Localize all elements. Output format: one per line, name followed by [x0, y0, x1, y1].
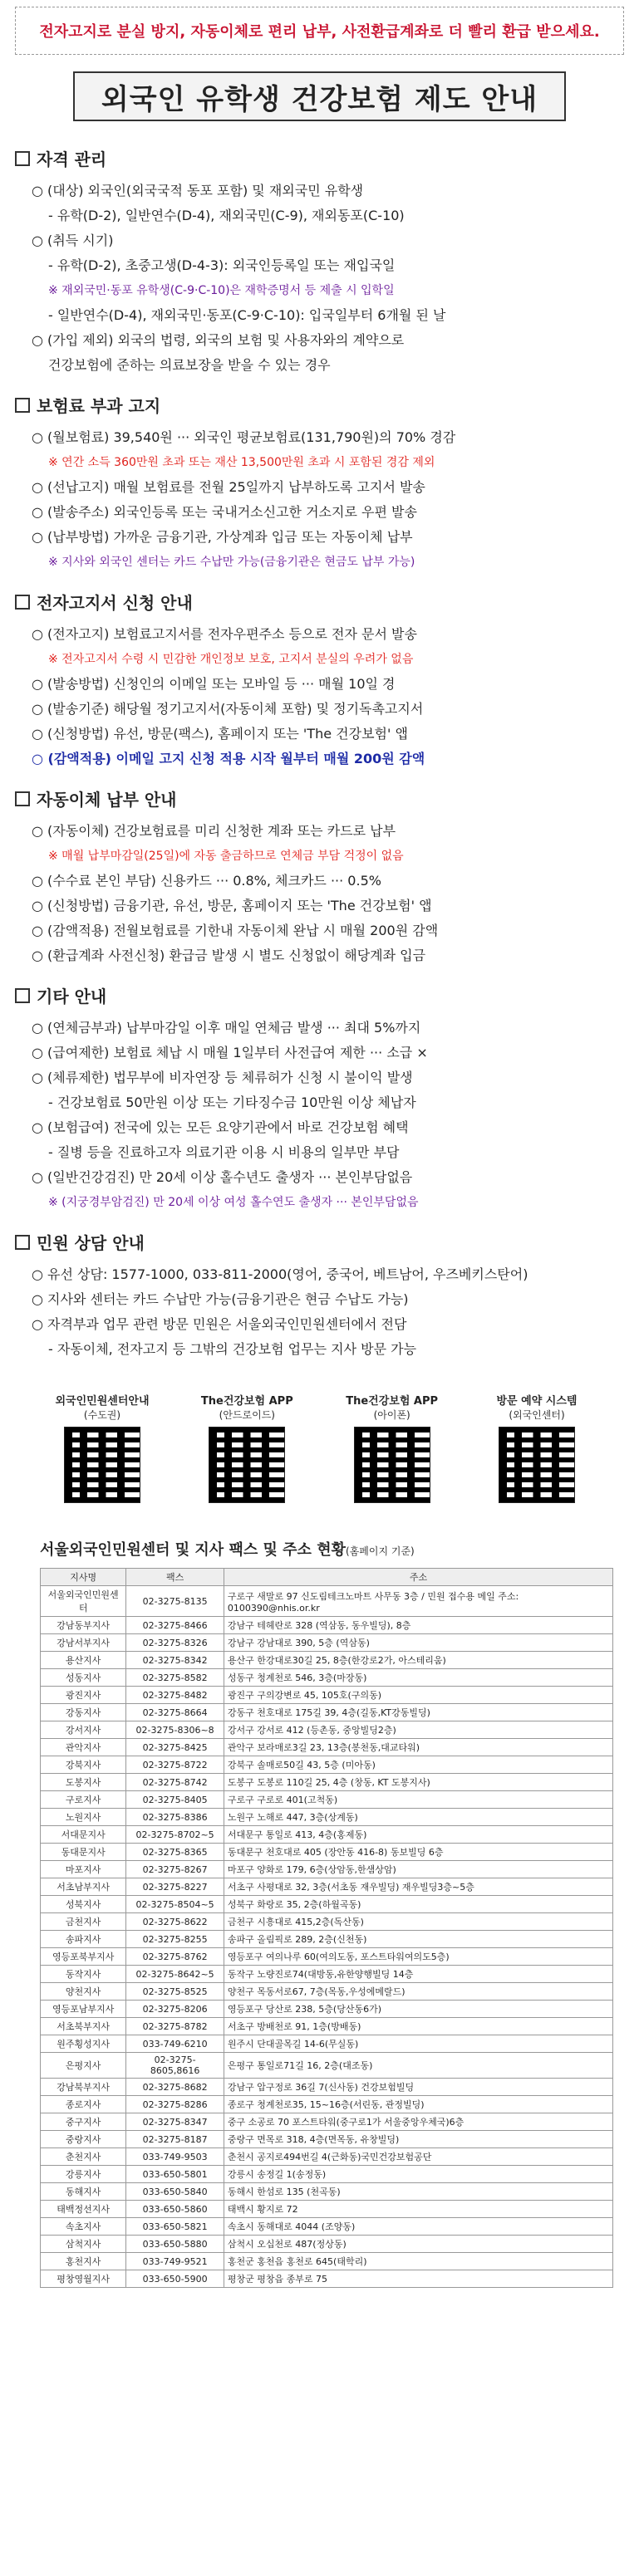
table-cell: 종로지사	[41, 2096, 126, 2113]
qr-code-icon	[64, 1427, 140, 1503]
table-row	[41, 2218, 613, 2236]
table-cell: 태백시 황지로 72	[224, 2201, 612, 2218]
table-row	[41, 1721, 613, 1739]
table-cell: 033-749-9503	[126, 2148, 224, 2166]
table-cell: 02-3275-8682	[126, 2079, 224, 2096]
table-cell: 033-650-5801	[126, 2166, 224, 2183]
table-cell: 성동구 청계천로 546, 3층(마장동)	[224, 1669, 612, 1687]
table-cell: 02-3275-8342	[126, 1652, 224, 1669]
table-cell: 평창영월지사	[41, 2270, 126, 2288]
list-item: 건강보험에 준하는 의료보장을 받을 수 있는 경우	[48, 357, 331, 373]
list-item: ○ (납부방법) 가까운 금융기관, 가상계좌 입금 또는 자동이체 납부	[32, 529, 413, 545]
table-cell: 02-3275-8722	[126, 1756, 224, 1774]
table-cell: 강남서부지사	[41, 1634, 126, 1652]
table-cell: 원주시 단대골목길 14-6(무실동)	[224, 2035, 612, 2053]
table-cell: 02-3275-8664	[126, 1704, 224, 1721]
table-cell: 033-749-6210	[126, 2035, 224, 2053]
table-row	[41, 1896, 613, 1913]
section-autopay	[15, 786, 624, 968]
section-premium	[15, 393, 624, 575]
table-cell: 02-3275-8605,8616	[126, 2053, 224, 2079]
table-row	[41, 1634, 613, 1652]
table-cell: 02-3275-8622	[126, 1913, 224, 1931]
table-row	[41, 2253, 613, 2270]
list-item: ○ 유선 상담: 1577-1000, 033-811-2000(영어, 중국어, 베트남어, 우즈베키스탄어)	[32, 1266, 528, 1282]
table-row	[41, 1844, 613, 1861]
list-item: ○ (일반건강검진) 만 20세 이상 홀수년도 출생자 ··· 본인부담없음	[32, 1169, 413, 1185]
table-cell: 강북구 솔매로50길 43, 5층 (미아동)	[224, 1756, 612, 1774]
table-cell: 강동구 천호대로 175길 39, 4층(길동,KT강동빌딩)	[224, 1704, 612, 1721]
table-cell: 02-3275-8386	[126, 1809, 224, 1826]
table-row	[41, 1756, 613, 1774]
table-row	[41, 1931, 613, 1948]
table-cell: 중구 소공로 70 포스트타워(중구로1가 서울중앙우체국)6층	[224, 2113, 612, 2131]
table-cell: 동해지사	[41, 2183, 126, 2201]
table-cell: 서대문구 통일로 413, 4층(홍제동)	[224, 1826, 612, 1844]
table-cell: 서초북부지사	[41, 2018, 126, 2035]
section-e-notice	[15, 590, 624, 771]
table-cell: 노원지사	[41, 1809, 126, 1826]
table-cell: 강릉시 송정길 1(송정동)	[224, 2166, 612, 2183]
table-cell: 은평지사	[41, 2053, 126, 2079]
table-cell: 태백정선지사	[41, 2201, 126, 2218]
table-cell: 02-3275-8425	[126, 1739, 224, 1756]
table-cell: 서초남부지사	[41, 1878, 126, 1896]
table-cell: 02-3275-8742	[126, 1774, 224, 1791]
table-cell: 관악지사	[41, 1739, 126, 1756]
table-cell: 구로구 구로로 401(고척동)	[224, 1791, 612, 1809]
column-header: 팩스	[126, 1569, 224, 1586]
table-cell: 양천구 목동서로67, 7층(목동,우성에메랄드)	[224, 1983, 612, 2001]
table-cell: 동대문구 천호대로 405 (장안동 416-8) 동보빌딩 6층	[224, 1844, 612, 1861]
table-cell: 033-749-9521	[126, 2253, 224, 2270]
list-item: ○ (선납고지) 매월 보험료를 전월 25일까지 납부하도록 고지서 발송	[32, 479, 425, 495]
table-cell: 02-3275-8347	[126, 2113, 224, 2131]
table-cell: 02-3275-8504~5	[126, 1896, 224, 1913]
table-cell: 성북구 화랑로 35, 2층(하월곡동)	[224, 1896, 612, 1913]
table-row	[41, 2018, 613, 2035]
table-row	[41, 1983, 613, 2001]
table-row	[41, 2001, 613, 2018]
table-cell: 033-650-5821	[126, 2218, 224, 2236]
table-cell: 금천지사	[41, 1913, 126, 1931]
checkbox-square-icon	[15, 595, 30, 610]
note: ※ 연간 소득 360만원 초과 또는 재산 13,500만원 초과 시 포함된 경감 제외	[48, 456, 435, 469]
list-item: - 유학(D-2), 일반연수(D-4), 재외국민(C-9), 재외동포(C-10)	[48, 208, 405, 223]
list-item: ○ (환급계좌 사전신청) 환급금 발생 시 별도 신청없이 해당계좌 입금	[32, 948, 426, 963]
table-cell: 중구지사	[41, 2113, 126, 2131]
table-cell: 강북지사	[41, 1756, 126, 1774]
table-cell: 중랑구 면목로 318, 4층(면목동, 유창빌딩)	[224, 2131, 612, 2148]
table-cell: 02-3275-8782	[126, 2018, 224, 2035]
table-cell: 02-3275-8525	[126, 1983, 224, 2001]
table-cell: 02-3275-8206	[126, 2001, 224, 2018]
table-cell: 강서지사	[41, 1721, 126, 1739]
table-cell: 삼척지사	[41, 2236, 126, 2253]
table-cell: 02-3275-8326	[126, 1634, 224, 1652]
section-other	[15, 983, 624, 1215]
qr-foreigner-center[interactable]: 외국인민원센터안내 (수도권)	[48, 1392, 156, 1503]
table-row	[41, 1791, 613, 1809]
list-item: ○ (취득 시기)	[32, 233, 114, 248]
list-item: ○ (체류제한) 법무부에 비자연장 등 체류허가 신청 시 불이익 발생	[32, 1070, 413, 1085]
table-cell: 은평구 통일로71길 16, 2층(대조동)	[224, 2053, 612, 2079]
table-cell: 홍천군 홍천읍 홍천로 645(태학리)	[224, 2253, 612, 2270]
table-cell: 동대문지사	[41, 1844, 126, 1861]
table-row	[41, 1861, 613, 1878]
list-item: ○ (자동이체) 건강보험료를 미리 신청한 계좌 또는 카드로 납부	[32, 823, 396, 839]
table-row	[41, 1617, 613, 1634]
list-item: ○ 지사와 센터는 카드 수납만 가능(금융기관은 현금 수납도 가능)	[32, 1291, 409, 1307]
list-item: - 유학(D-2), 초중고생(D-4-3): 외국인등록일 또는 재입국일	[48, 257, 396, 273]
table-cell: 용산구 한강대로30길 25, 8층(한강로2가, 아스테리움)	[224, 1652, 612, 1669]
table-row	[41, 1739, 613, 1756]
list-item: ○ (감액적용) 전월보험료를 기한내 자동이체 완납 시 매월 200원 감액	[32, 923, 439, 938]
table-cell: 금천구 시흥대로 415,2층(독산동)	[224, 1913, 612, 1931]
list-item: ○ 자격부과 업무 관련 방문 민원은 서울외국인민원센터에서 전담	[32, 1316, 407, 1332]
table-cell: 강남구 테헤란로 328 (역삼동, 동우빌딩), 8층	[224, 1617, 612, 1634]
table-row	[41, 1948, 613, 1966]
checkbox-square-icon	[15, 1235, 30, 1250]
table-row	[41, 2113, 613, 2131]
table-row	[41, 1687, 613, 1704]
table-cell: 종로구 청계천로35, 15~16층(서린동, 관정빌딩)	[224, 2096, 612, 2113]
table-cell: 춘천지사	[41, 2148, 126, 2166]
list-item: ○ (가입 제외) 외국의 법령, 외국의 보험 및 사용자와의 계약으로	[32, 332, 405, 348]
qr-code-icon	[209, 1427, 285, 1503]
table-cell: 02-3275-8267	[126, 1861, 224, 1878]
section-title: 민원 상담 안내	[37, 1233, 145, 1253]
table-cell: 강남구 압구정로 36길 7(신사동) 건강보험빌딩	[224, 2079, 612, 2096]
branch-table	[40, 1568, 613, 2288]
table-cell: 용산지사	[41, 1652, 126, 1669]
note: ※ 매월 납부마감일(25일)에 자동 출금하므로 연체금 부담 걱정이 없음	[48, 850, 404, 863]
table-row	[41, 1913, 613, 1931]
table-cell: 속초지사	[41, 2218, 126, 2236]
table-cell: 성동지사	[41, 1669, 126, 1687]
checkbox-square-icon	[15, 791, 30, 806]
checkbox-square-icon	[15, 151, 30, 166]
table-title: 서울외국인민원센터 및 지사 팩스 및 주소 현황(홈페이지 기준)	[40, 1541, 415, 1559]
list-item: ○ (월보험료) 39,540원 ··· 외국인 평균보험료(131,790원)의 70% 경감	[32, 429, 456, 445]
note: ※ (지궁경부암검진) 만 20세 이상 여성 홀수연도 출생자 ··· 본인부담없음	[48, 1196, 419, 1209]
table-cell: 02-3275-8642~5	[126, 1966, 224, 1983]
table-row	[41, 1809, 613, 1826]
table-cell: 02-3275-8466	[126, 1617, 224, 1634]
table-cell: 02-3275-8582	[126, 1669, 224, 1687]
table-cell: 강남동부지사	[41, 1617, 126, 1634]
table-cell: 송파지사	[41, 1931, 126, 1948]
list-item: ○ (발송주소) 외국인등록 또는 국내거소신고한 거소지로 우편 발송	[32, 504, 417, 520]
column-header: 주소	[224, 1569, 612, 1586]
qr-app-android[interactable]: The건강보험 APP (안드로이드)	[193, 1392, 301, 1503]
table-cell: 02-3275-8482	[126, 1687, 224, 1704]
table-cell: 강동지사	[41, 1704, 126, 1721]
section-title: 자격 관리	[37, 149, 107, 169]
table-cell: 강릉지사	[41, 2166, 126, 2183]
list-item: ○ (대상) 외국인(외국국적 동포 포함) 및 재외국민 유학생	[32, 183, 364, 198]
list-item: ○ (발송방법) 신청인의 이메일 또는 모바일 등 ··· 매월 10일 경	[32, 676, 396, 692]
list-item: - 자동이체, 전자고지 등 그밖의 건강보험 업무는 지사 방문 가능	[48, 1341, 417, 1357]
table-cell: 구로구 새말로 97 신도림테크노마트 사무동 3층 / 민원 접수용 메일 주소: 0100390@nhis.or.kr	[224, 1586, 612, 1617]
column-header: 지사명	[41, 1569, 126, 1586]
table-cell: 성북지사	[41, 1896, 126, 1913]
table-cell: 02-3275-8135	[126, 1586, 224, 1617]
checkbox-square-icon	[15, 988, 30, 1003]
note: ※ 재외국민·동포 유학생(C-9·C-10)은 재학증명서 등 제출 시 입학일	[48, 284, 395, 297]
qr-visit-reservation[interactable]: 방문 예약 시스템 (외국인센터)	[483, 1392, 591, 1503]
table-row	[41, 2053, 613, 2079]
list-item: ○ (신청방법) 유선, 방문(팩스), 홈페이지 또는 'The 건강보험' 앱	[32, 726, 408, 742]
qr-code-icon	[499, 1427, 575, 1503]
table-cell: 02-3275-8405	[126, 1791, 224, 1809]
qr-code-row	[48, 1392, 591, 1503]
page-title: 외국인 유학생 건강보험 제도 안내	[73, 71, 566, 121]
section-title: 자동이체 납부 안내	[37, 790, 177, 810]
table-cell: 02-3275-8286	[126, 2096, 224, 2113]
table-cell: 강서구 강서로 412 (등촌동, 중앙빌딩2층)	[224, 1721, 612, 1739]
table-cell: 속초시 동해대로 4044 (조양동)	[224, 2218, 612, 2236]
table-row	[41, 2035, 613, 2053]
table-cell: 중랑지사	[41, 2131, 126, 2148]
table-cell: 영등포구 당산로 238, 5층(당산동6가)	[224, 2001, 612, 2018]
table-row	[41, 1774, 613, 1791]
top-banner	[15, 7, 624, 55]
section-title: 보험료 부과 고지	[37, 396, 161, 416]
note: ※ 지사와 외국인 센터는 카드 수납만 가능(금융기관은 현금도 납부 가능)	[48, 556, 415, 569]
table-row	[41, 2148, 613, 2166]
table-row	[41, 2183, 613, 2201]
table-cell: 평창군 평창읍 종부로 75	[224, 2270, 612, 2288]
list-item: ○ (발송기준) 해당월 정기고지서(자동이체 포함) 및 정기독촉고지서	[32, 701, 424, 717]
table-cell: 02-3275-8306~8	[126, 1721, 224, 1739]
table-row	[41, 2166, 613, 2183]
table-cell: 02-3275-8187	[126, 2131, 224, 2148]
table-row	[41, 2096, 613, 2113]
table-cell: 02-3275-8227	[126, 1878, 224, 1896]
table-cell: 원주횡성지사	[41, 2035, 126, 2053]
table-cell: 관악구 보라매로3길 23, 13층(봉천동,대교타워)	[224, 1739, 612, 1756]
table-cell: 02-3275-8762	[126, 1948, 224, 1966]
table-cell: 영등포남부지사	[41, 2001, 126, 2018]
table-cell: 광진지사	[41, 1687, 126, 1704]
section-title: 전자고지서 신청 안내	[37, 593, 193, 613]
table-cell: 서초구 방배천로 91, 1층(방배동)	[224, 2018, 612, 2035]
list-item: - 질병 등을 진료하고자 의료기관 이용 시 비용의 일부만 부담	[48, 1144, 400, 1160]
note: ※ 전자고지서 수령 시 민감한 개인정보 보호, 고지서 분실의 우려가 없음	[48, 653, 414, 666]
table-cell: 노원구 노해로 447, 3층(상계동)	[224, 1809, 612, 1826]
table-cell: 033-650-5900	[126, 2270, 224, 2288]
table-cell: 구로지사	[41, 1791, 126, 1809]
table-cell: 강남북부지사	[41, 2079, 126, 2096]
table-row	[41, 2079, 613, 2096]
table-cell: 송파구 올림픽로 289, 2층(신천동)	[224, 1931, 612, 1948]
table-cell: 서대문지사	[41, 1826, 126, 1844]
qr-code-icon	[354, 1427, 430, 1503]
table-cell: 삼척시 오십천로 487(정상동)	[224, 2236, 612, 2253]
table-cell: 마포지사	[41, 1861, 126, 1878]
table-row	[41, 1652, 613, 1669]
table-row	[41, 1826, 613, 1844]
table-cell: 영등포북부지사	[41, 1948, 126, 1966]
table-cell: 033-650-5860	[126, 2201, 224, 2218]
list-item: - 건강보험료 50만원 이상 또는 기타징수금 10만원 이상 체납자	[48, 1095, 416, 1110]
qr-app-iphone[interactable]: The건강보험 APP (아이폰)	[338, 1392, 446, 1503]
table-row	[41, 2270, 613, 2288]
table-cell: 춘천시 공지로494번길 4(근화동)국민건강보험공단	[224, 2148, 612, 2166]
list-item: ○ (전자고지) 보험료고지서를 전자우편주소 등으로 전자 문서 발송	[32, 626, 417, 642]
table-cell: 서초구 사평대로 32, 3층(서초동 재우빌딩) 재우빌딩3층~5층	[224, 1878, 612, 1896]
table-cell: 02-3275-8702~5	[126, 1826, 224, 1844]
table-cell: 강남구 강남대로 390, 5층 (역삼동)	[224, 1634, 612, 1652]
checkbox-square-icon	[15, 398, 30, 413]
list-item: ○ (급여제한) 보험료 체납 시 매월 1일부터 사전급여 제한 ··· 소급 ×	[32, 1045, 428, 1060]
section-title: 기타 안내	[37, 987, 107, 1006]
list-item: ○ (보험급여) 전국에 있는 모든 요양기관에서 바로 건강보험 혜택	[32, 1119, 409, 1135]
table-cell: 도봉지사	[41, 1774, 126, 1791]
table-cell: 영등포구 여의나루 60(여의도동, 포스트타워여의도5층)	[224, 1948, 612, 1966]
table-cell: 033-650-5840	[126, 2183, 224, 2201]
table-cell: 광진구 구의강변로 45, 105호(구의동)	[224, 1687, 612, 1704]
list-item: ○ (수수료 본인 부담) 신용카드 ··· 0.8%, 체크카드 ··· 0.5%	[32, 873, 381, 889]
table-cell: 동해시 한섬로 135 (천곡동)	[224, 2183, 612, 2201]
table-row	[41, 1669, 613, 1687]
table-cell: 홍천지사	[41, 2253, 126, 2270]
table-row	[41, 2131, 613, 2148]
list-item: - 일반연수(D-4), 재외국민·동포(C-9·C-10): 입국일부터 6개월 된 날	[48, 307, 446, 323]
banner-text: 전자고지로 분실 방지, 자동이체로 편리 납부, 사전환급계좌로 더 빨리 환급 받으세요.	[39, 23, 600, 41]
table-cell: 02-3275-8365	[126, 1844, 224, 1861]
table-row	[41, 2201, 613, 2218]
table-row	[41, 1704, 613, 1721]
section-qualification	[15, 146, 624, 378]
table-cell: 마포구 양화로 179, 6층(상암동,한샘상암)	[224, 1861, 612, 1878]
table-cell: 양천지사	[41, 1983, 126, 2001]
table-row	[41, 1586, 613, 1617]
table-cell: 02-3275-8255	[126, 1931, 224, 1948]
list-item: ○ (감액적용) 이메일 고지 신청 적용 시작 월부터 매월 200원 감액	[32, 751, 425, 766]
table-cell: 동작지사	[41, 1966, 126, 1983]
table-cell: 서울외국인민원센터	[41, 1586, 126, 1617]
section-contact	[15, 1230, 624, 1362]
table-cell: 도봉구 도봉로 110길 25, 4층 (창동, KT 도봉지사)	[224, 1774, 612, 1791]
table-cell: 동작구 노량진로74(대방동,유한양행빌딩 14층	[224, 1966, 612, 1983]
table-row	[41, 2236, 613, 2253]
list-item: ○ (연체금부과) 납부마감일 이후 매일 연체금 발생 ··· 최대 5%까지	[32, 1020, 421, 1036]
list-item: ○ (신청방법) 금융기관, 유선, 방문, 홈페이지 또는 'The 건강보험' 앱	[32, 898, 432, 913]
table-row	[41, 1966, 613, 1983]
table-cell: 033-650-5880	[126, 2236, 224, 2253]
table-row	[41, 1878, 613, 1896]
